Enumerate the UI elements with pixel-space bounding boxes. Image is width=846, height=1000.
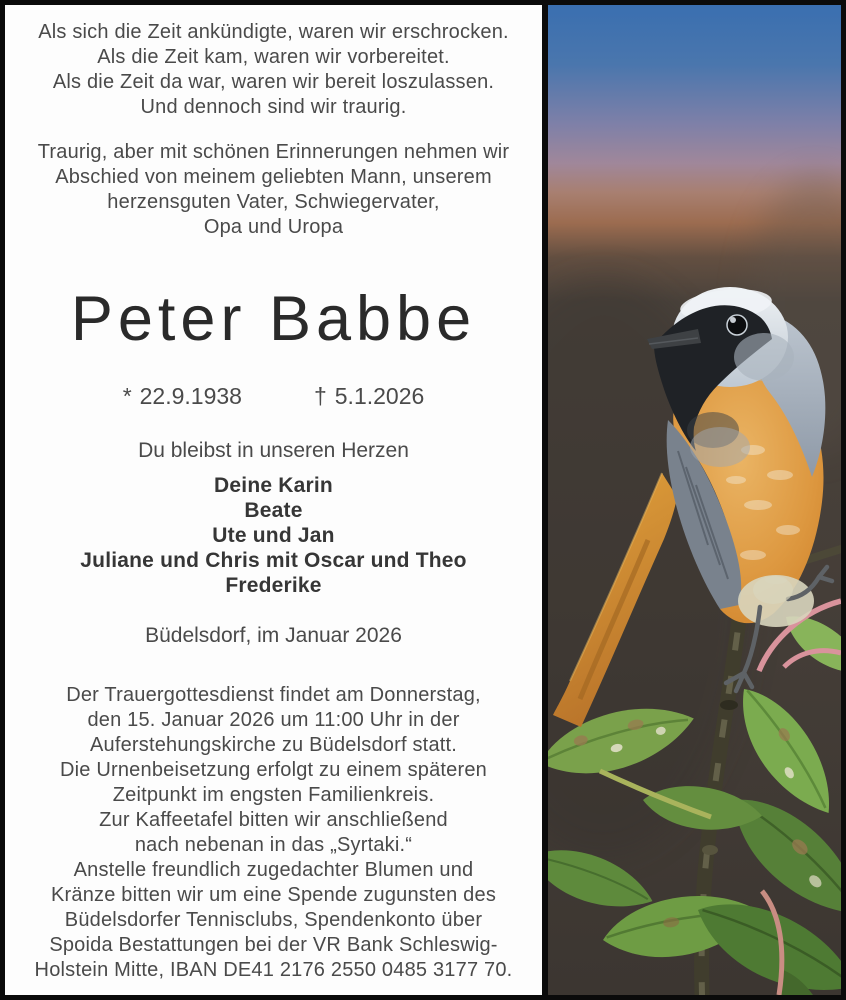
poem-line: Als die Zeit da war, waren wir bereit loszulassen.	[52, 71, 495, 93]
death-date-value: 5.1.2026	[334, 383, 425, 409]
place-and-date: Büdelsdorf, im Januar 2026	[145, 624, 402, 647]
birth-date-value: 22.9.1938	[139, 383, 242, 409]
service-line: Kränze bitten wir um eine Spende zugunsten des	[50, 884, 497, 906]
poem-line: Als sich die Zeit ankündigte, waren wir erschrocken.	[38, 21, 509, 43]
bird-thigh-fluff	[753, 576, 793, 604]
epitaph: Du bleibst in unseren Herzen	[138, 439, 409, 462]
opening-poem	[5, 20, 542, 120]
service-line: Spoida Bestattungen bei der VR Bank Schleswig-	[49, 934, 498, 956]
death-cross-symbol: †	[313, 383, 327, 409]
text-panel	[5, 5, 542, 995]
service-line: den 15. Januar 2026 um 11:00 Uhr in der	[87, 709, 460, 731]
poem-line: Und dennoch sind wir traurig.	[140, 96, 407, 118]
intro-text	[5, 140, 542, 240]
redstart-bird-photo	[548, 5, 841, 995]
birth-star-symbol: *	[122, 383, 132, 409]
mourners-list	[5, 473, 542, 598]
intro-line: herzensguten Vater, Schwiegervater,	[107, 191, 440, 213]
mourner-line: Ute und Jan	[212, 524, 335, 547]
service-line: Zeitpunkt im engsten Familienkreis.	[112, 784, 435, 806]
deceased-name: Peter Babbe	[70, 284, 477, 354]
service-line: nach nebenan in das „Syrtaki.“	[134, 834, 413, 856]
life-dates	[5, 382, 542, 410]
service-line: Anstelle freundlich zugedachter Blumen und	[73, 859, 474, 881]
birth-date	[123, 382, 242, 410]
service-line: Auferstehungskirche zu Büdelsdorf statt.	[89, 734, 458, 756]
mourner-line: Beate	[244, 499, 303, 522]
service-line: Die Urnenbeisetzung erfolgt zu einem späteren	[59, 759, 488, 781]
intro-line: Opa und Uropa	[203, 216, 344, 238]
service-line: Der Trauergottesdienst findet am Donnerstag,	[66, 684, 481, 706]
mourner-line: Frederike	[225, 574, 322, 597]
service-line: Holstein Mitte, IBAN DE41 2176 2550 0485 3177 70.	[34, 959, 513, 981]
mourner-line: Deine Karin	[214, 474, 333, 497]
service-information	[5, 683, 542, 983]
poem-line: Als die Zeit kam, waren wir vorbereitet.	[97, 46, 450, 68]
mourner-line: Juliane und Chris mit Oscar und Theo	[80, 549, 467, 572]
intro-line: Abschied von meinem geliebten Mann, unserem	[55, 166, 492, 188]
intro-line: Traurig, aber mit schönen Erinnerungen nehmen wir	[37, 141, 510, 163]
service-line: Büdelsdorfer Tennisclubs, Spendenkonto über	[64, 909, 483, 931]
death-date	[314, 382, 424, 410]
service-line: Zur Kaffeetafel bitten wir anschließend	[99, 809, 448, 831]
bird-eye	[727, 315, 747, 335]
